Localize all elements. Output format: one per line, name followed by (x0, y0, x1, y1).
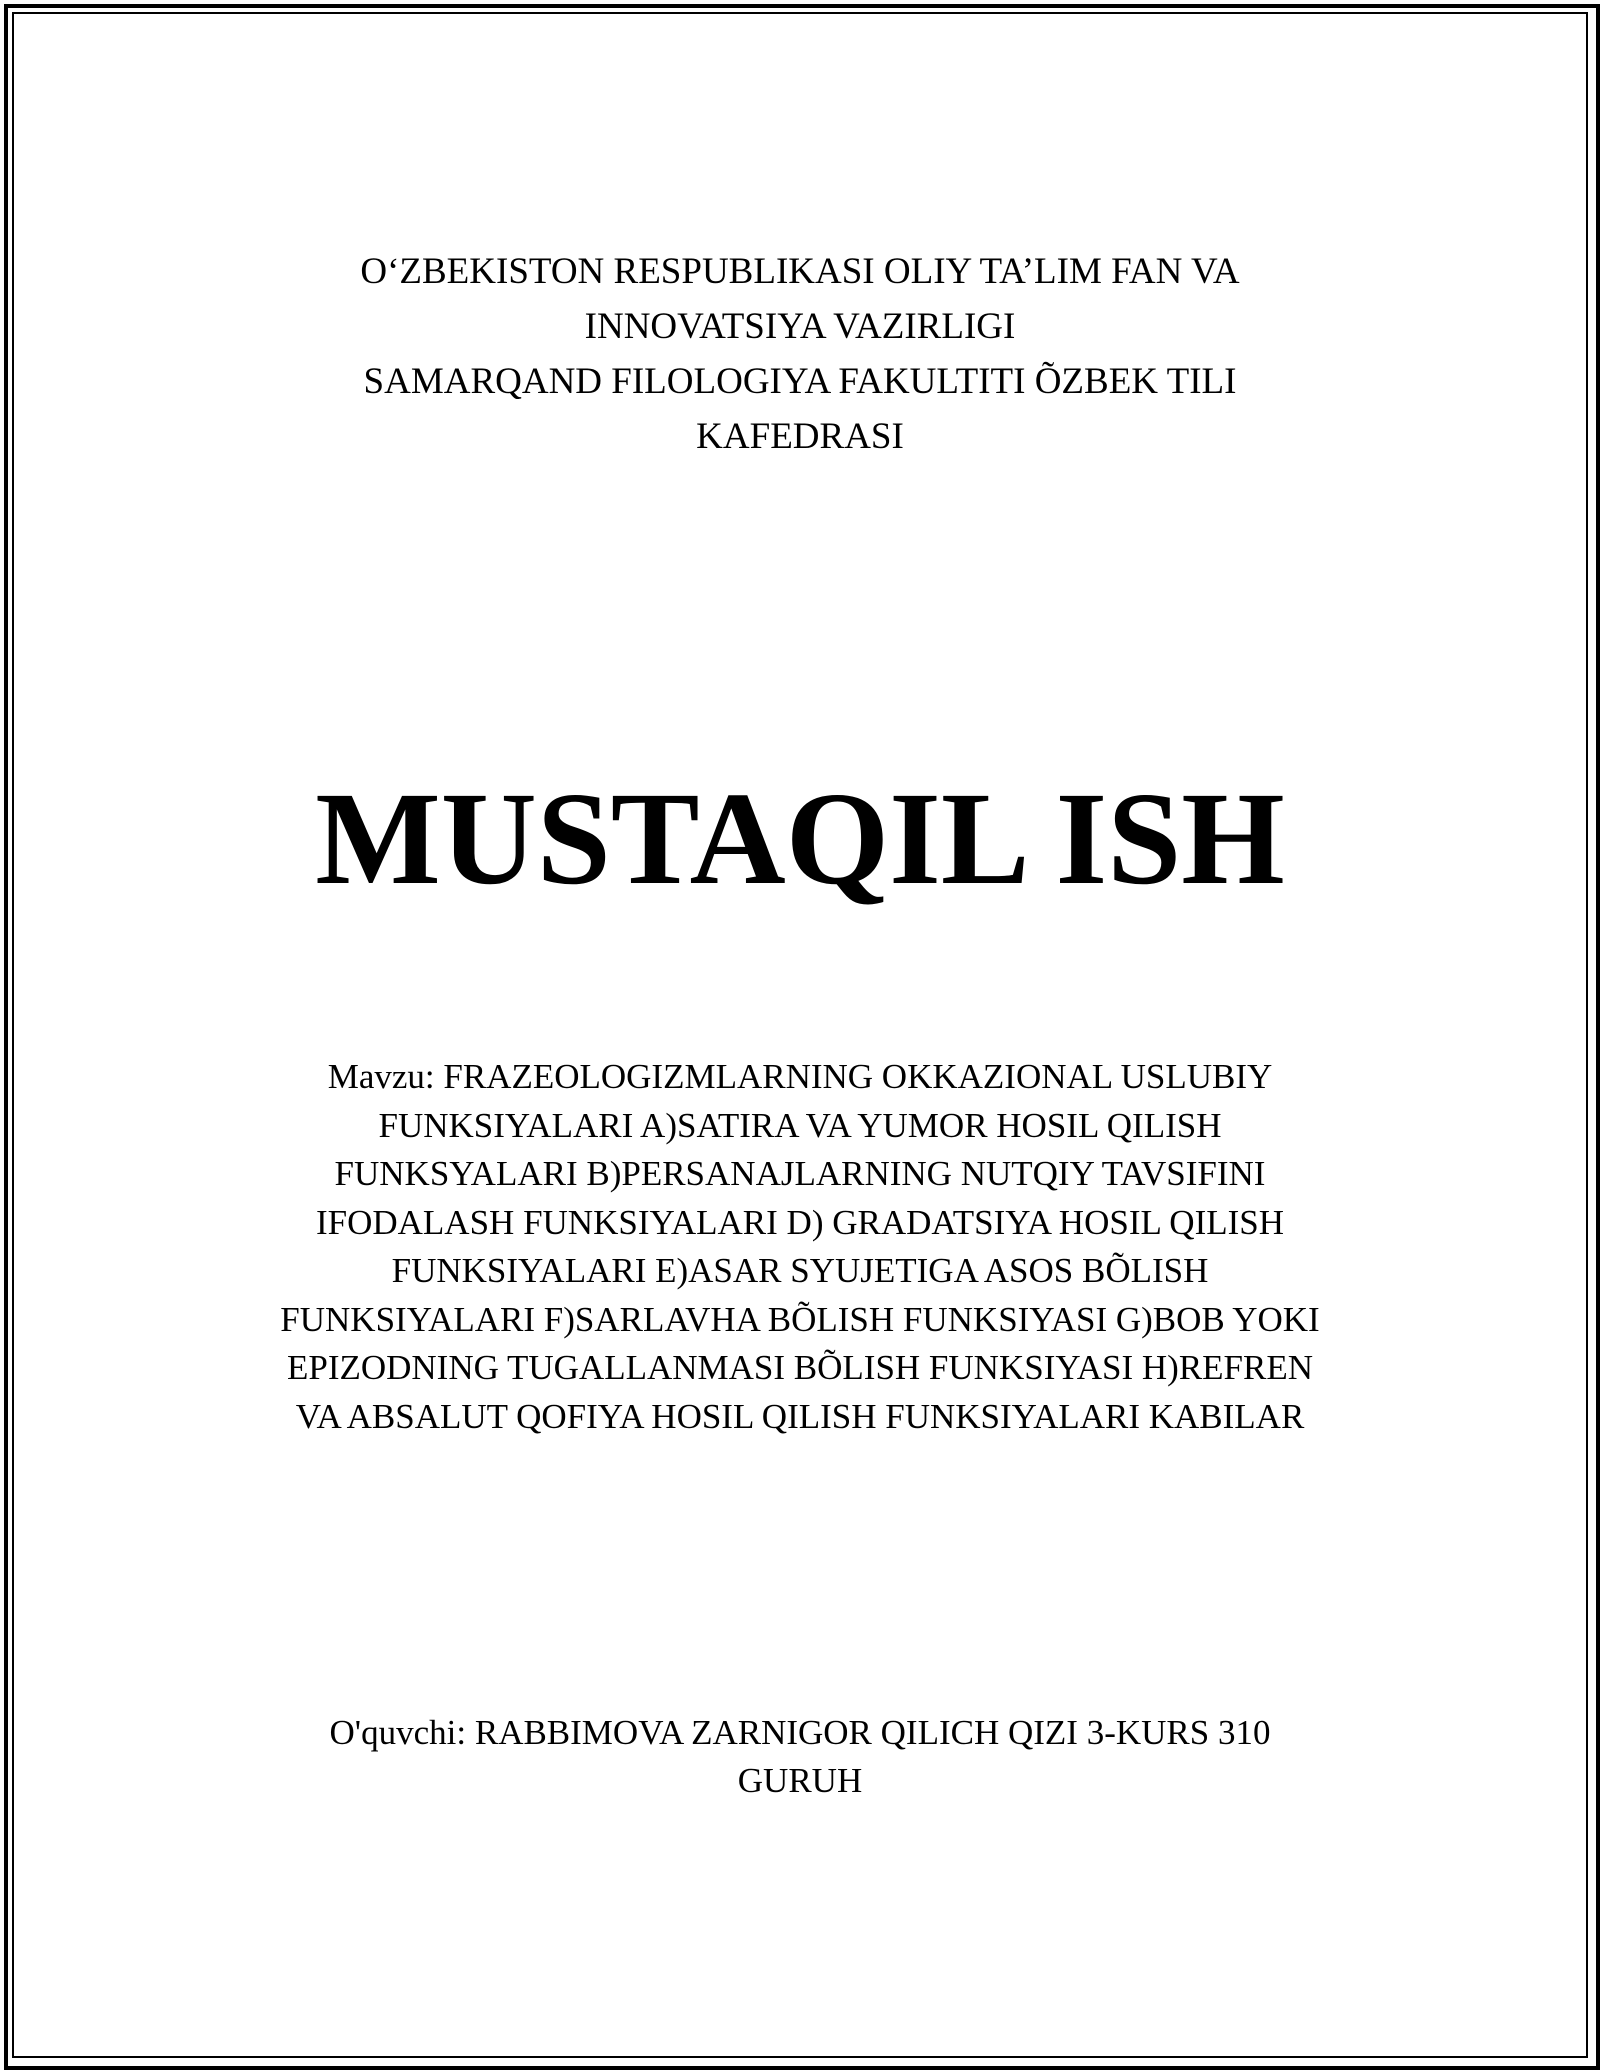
student-line: GURUH (737, 1761, 863, 1800)
header-line: SAMARQAND FILOLOGIYA FAKULTITI ÕZBEK TILI (363, 361, 1237, 402)
document-title: MUSTAQIL ISH (315, 764, 1285, 912)
topic-line: EPIZODNING TUGALLANMASI BÕLISH FUNKSIYASI H)REFREN (286, 1348, 1314, 1387)
topic-line: VA ABSALUT QOFIYA HOSIL QILISH FUNKSIYALARI KABILAR (295, 1396, 1305, 1436)
student-info (0, 1709, 1600, 1805)
topic-line: FUNKSIYALARI A)SATIRA VA YUMOR HOSIL QILISH (378, 1105, 1222, 1145)
topic-line: FUNKSIYALARI F)SARLAVHA BÕLISH FUNKSIYASI G)BOB YOKI (280, 1299, 1320, 1339)
topic-line: FUNKSIYALARI E)ASAR SYUJETIGA ASOS BÕLISH (391, 1251, 1209, 1290)
topic-block (0, 1053, 1600, 1441)
topic-line: Mavzu: FRAZEOLOGIZMLARNING OKKAZIONAL USLUBIY (327, 1057, 1273, 1096)
header-line: KAFEDRASI (696, 416, 904, 457)
topic-line: IFODALASH FUNKSIYALARI D) GRADATSIYA HOSIL QILISH (315, 1202, 1285, 1242)
header-line: INNOVATSIYA VAZIRLIGI (584, 306, 1016, 347)
ministry-header (0, 244, 1600, 464)
header-line: O‘ZBEKISTON RESPUBLIKASI OLIY TA’LIM FAN VA (360, 251, 1240, 292)
topic-line: FUNKSYALARI B)PERSANAJLARNING NUTQIY TAVSIFINI (334, 1154, 1266, 1193)
student-line: O'quvchi: RABBIMOVA ZARNIGOR QILICH QIZI 3-KURS 310 (329, 1713, 1271, 1752)
